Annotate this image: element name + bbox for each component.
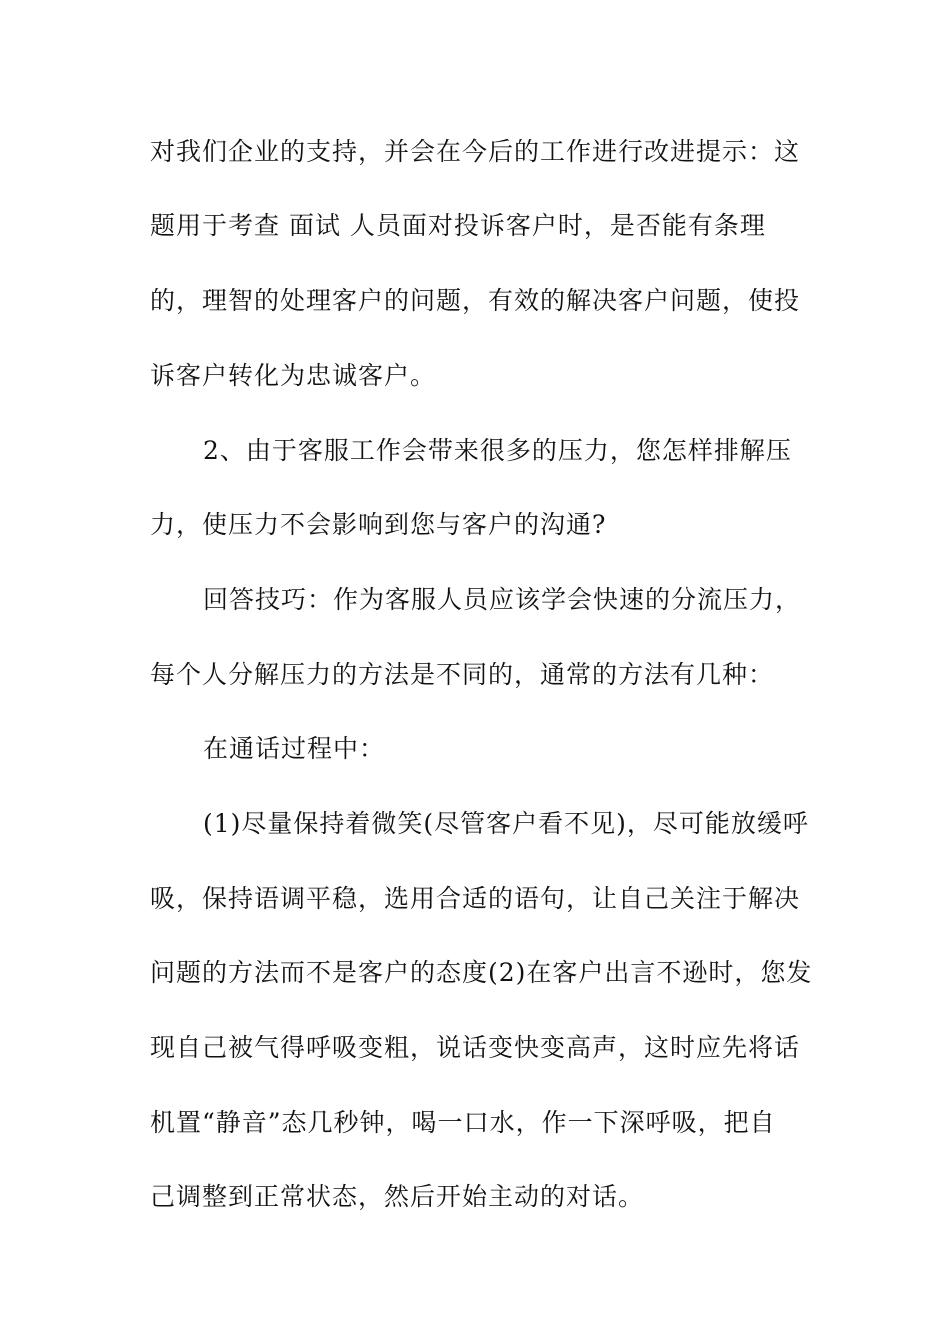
text-line: 现自己被气得呼吸变粗，说话变快变高声，这时应先将话 — [150, 1033, 801, 1062]
text-line: 对我们企业的支持，并会在今后的工作进行改进提示：这 — [150, 137, 801, 166]
paragraph-start-line: 回答技巧：作为客服人员应该学会快速的分流压力， — [203, 585, 802, 614]
text-line: 题用于考查 面试 人员面对投诉客户时，是否能有条理 — [150, 211, 766, 240]
text-line: 诉客户转化为忠诚客户。 — [150, 361, 437, 390]
text-line: 每个人分解压力的方法是不同的，通常的方法有几种： — [150, 660, 775, 689]
text-line: 力，使压力不会影响到您与客户的沟通? — [150, 510, 607, 539]
paragraph-start-line: 2、由于客服工作会带来很多的压力，您怎样排解压 — [203, 436, 792, 465]
paragraph-start-line: (1)尽量保持着微笑(尽管客户看不见)，尽可能放缓呼 — [203, 809, 809, 838]
text-line: 机置“静音”态几秒钟，喝一口水，作一下深呼吸，把自 — [150, 1108, 776, 1137]
text-line: 己调整到正常状态，然后开始主动的对话。 — [150, 1182, 645, 1211]
text-line: 问题的方法而不是客户的态度(2)在客户出言不逊时，您发 — [150, 958, 813, 987]
text-line: 吸，保持语调平稳，选用合适的语句，让自己关注于解决 — [150, 884, 801, 913]
paragraph-start-line: 在通话过程中： — [203, 734, 386, 763]
text-line: 的，理智的处理客户的问题，有效的解决客户问题，使投 — [150, 286, 801, 315]
